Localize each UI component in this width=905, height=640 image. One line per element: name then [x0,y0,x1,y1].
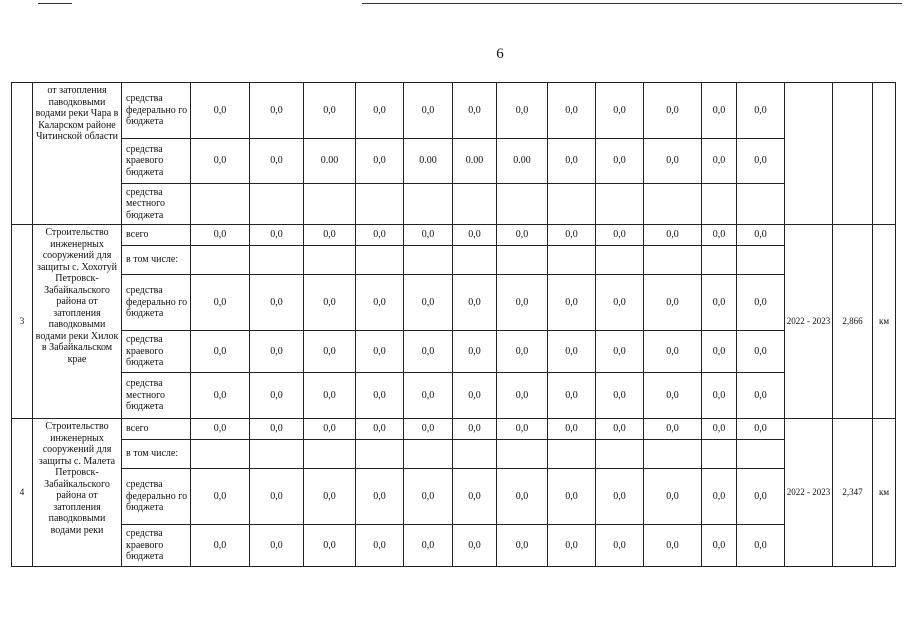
funding-source-label: всего [122,225,191,246]
value-cell: 0,0 [250,331,304,373]
value-cell: 0,0 [356,469,404,525]
value-cell: 0,0 [356,139,404,184]
value-cell: 0,0 [548,469,596,525]
value-cell: 0,0 [404,419,453,440]
value-cell [304,246,356,275]
funding-source-label: средства местного бюджета [122,373,191,419]
value-cell [250,246,304,275]
table-row [12,246,896,275]
value-cell [737,246,785,275]
top-rule-left [38,3,72,4]
value-cell: 0,0 [737,469,785,525]
value-cell: 0,0 [453,83,497,139]
value-cell: 0.00 [304,139,356,184]
value-cell: 0,0 [596,83,644,139]
value-cell: 0,0 [596,419,644,440]
value-cell: 0.00 [497,139,548,184]
value-cell: 0,0 [737,225,785,246]
capacity-value [833,83,873,225]
value-cell: 0,0 [453,469,497,525]
value-cell: 0,0 [596,225,644,246]
value-cell: 0,0 [356,373,404,419]
value-cell: 0.00 [404,139,453,184]
value-cell: 0,0 [548,139,596,184]
value-cell: 0,0 [548,373,596,419]
table-row [12,469,896,525]
value-cell: 0,0 [304,83,356,139]
value-cell [548,246,596,275]
value-cell: 0,0 [304,225,356,246]
value-cell: 0,0 [453,275,497,331]
table-row [12,83,896,139]
value-cell: 0,0 [497,419,548,440]
funding-source-label: средства краевого бюджета [122,525,191,567]
value-cell: 0,0 [404,525,453,567]
object-name: от затопления паводковыми водами реки Чара в Каларском районе Читинской области [33,83,122,225]
row-number [12,83,33,225]
value-cell [737,440,785,469]
value-cell: 0,0 [644,525,702,567]
value-cell: 0,0 [644,331,702,373]
value-cell [548,440,596,469]
value-cell: 0,0 [644,139,702,184]
value-cell [548,184,596,225]
value-cell: 0,0 [702,83,737,139]
value-cell: 0,0 [453,331,497,373]
value-cell [702,246,737,275]
value-cell: 0,0 [250,225,304,246]
value-cell [191,184,250,225]
value-cell: 0,0 [304,373,356,419]
value-cell [453,440,497,469]
implementation-period [785,83,833,225]
value-cell: 0,0 [702,419,737,440]
value-cell: 0,0 [737,331,785,373]
implementation-period: 2022 - 2023 [785,225,833,419]
value-cell [250,184,304,225]
value-cell: 0,0 [497,275,548,331]
value-cell: 0,0 [644,225,702,246]
value-cell: 0,0 [250,525,304,567]
value-cell: 0,0 [737,275,785,331]
value-cell: 0,0 [702,225,737,246]
value-cell: 0,0 [250,139,304,184]
value-cell: 0,0 [548,275,596,331]
value-cell: 0,0 [304,525,356,567]
value-cell: 0,0 [356,225,404,246]
value-cell [404,184,453,225]
value-cell: 0,0 [250,469,304,525]
unit-of-measure: км [873,225,896,419]
value-cell: 0,0 [404,331,453,373]
value-cell: 0,0 [191,469,250,525]
value-cell [453,184,497,225]
object-name: Строительство инженерных сооружений для защиты с. Малета Петровск-Забайкальского района от затопления паводковыми водами реки [33,419,122,567]
table-row [12,275,896,331]
capacity-value: 2,347 [833,419,873,567]
value-cell: 0,0 [191,525,250,567]
value-cell: 0,0 [453,525,497,567]
value-cell: 0,0 [702,275,737,331]
value-cell: 0,0 [644,275,702,331]
funding-source-label: всего [122,419,191,440]
value-cell: 0,0 [404,83,453,139]
funding-source-label: средства краевого бюджета [122,139,191,184]
value-cell: 0,0 [548,525,596,567]
funding-source-label: средства федерально го бюджета [122,275,191,331]
funding-source-label: средства местного бюджета [122,184,191,225]
value-cell [644,440,702,469]
value-cell: 0,0 [304,469,356,525]
value-cell [497,184,548,225]
value-cell [702,184,737,225]
value-cell: 0,0 [737,83,785,139]
value-cell: 0,0 [356,83,404,139]
table-row [12,184,896,225]
value-cell: 0,0 [702,139,737,184]
value-cell: 0,0 [250,83,304,139]
table-row [12,419,896,440]
implementation-period: 2022 - 2023 [785,419,833,567]
value-cell [404,246,453,275]
value-cell: 0,0 [250,419,304,440]
value-cell: 0,0 [548,83,596,139]
object-name: Строительство инженерных сооружений для защиты с. Хохотуй Петровск-Забайкальского района от затопления паводковыми водами реки Хилок в Забайкальском крае [33,225,122,419]
value-cell [356,246,404,275]
value-cell: 0,0 [304,419,356,440]
table-row [12,373,896,419]
value-cell: 0,0 [304,331,356,373]
value-cell [497,246,548,275]
budget-table [11,82,896,567]
value-cell: 0,0 [356,419,404,440]
value-cell: 0,0 [596,331,644,373]
value-cell: 0,0 [497,469,548,525]
top-rule-right [362,3,902,4]
funding-source-label: средства федерально го бюджета [122,469,191,525]
table-row [12,139,896,184]
value-cell [596,184,644,225]
table-row [12,525,896,567]
value-cell: 0,0 [191,275,250,331]
value-cell: 0,0 [304,275,356,331]
value-cell [250,440,304,469]
value-cell: 0,0 [596,139,644,184]
value-cell: 0,0 [191,419,250,440]
value-cell: 0,0 [250,373,304,419]
value-cell: 0,0 [596,275,644,331]
value-cell [596,246,644,275]
value-cell [453,246,497,275]
value-cell: 0,0 [644,83,702,139]
value-cell: 0,0 [702,469,737,525]
value-cell [737,184,785,225]
value-cell: 0,0 [453,373,497,419]
value-cell: 0,0 [497,83,548,139]
value-cell: 0,0 [737,419,785,440]
value-cell: 0,0 [191,83,250,139]
table-row [12,331,896,373]
value-cell: 0,0 [191,225,250,246]
value-cell: 0,0 [356,525,404,567]
value-cell: 0,0 [644,419,702,440]
value-cell: 0,0 [548,331,596,373]
value-cell: 0,0 [737,373,785,419]
value-cell [404,440,453,469]
value-cell: 0,0 [596,525,644,567]
row-number: 4 [12,419,33,567]
value-cell [497,440,548,469]
value-cell: 0,0 [453,419,497,440]
value-cell [304,440,356,469]
value-cell: 0,0 [596,373,644,419]
value-cell [191,246,250,275]
value-cell: 0,0 [191,331,250,373]
value-cell: 0,0 [356,275,404,331]
value-cell [644,184,702,225]
value-cell: 0,0 [250,275,304,331]
value-cell [702,440,737,469]
value-cell: 0,0 [702,525,737,567]
value-cell: 0,0 [644,373,702,419]
value-cell: 0,0 [548,419,596,440]
unit-of-measure: км [873,419,896,567]
funding-source-label: в том числе: [122,440,191,469]
table-row [12,440,896,469]
value-cell [356,440,404,469]
value-cell: 0.00 [453,139,497,184]
value-cell: 0,0 [356,331,404,373]
value-cell: 0,0 [497,373,548,419]
funding-source-label: средства федерально го бюджета [122,83,191,139]
value-cell: 0,0 [453,225,497,246]
unit-of-measure [873,83,896,225]
value-cell: 0,0 [191,139,250,184]
table-row [12,225,896,246]
value-cell: 0,0 [644,469,702,525]
capacity-value: 2,866 [833,225,873,419]
value-cell: 0,0 [191,373,250,419]
value-cell: 0,0 [497,331,548,373]
value-cell: 0,0 [404,275,453,331]
value-cell: 0,0 [404,225,453,246]
value-cell: 0,0 [737,139,785,184]
value-cell: 0,0 [497,525,548,567]
value-cell [191,440,250,469]
value-cell: 0,0 [404,469,453,525]
page-number: 6 [496,46,504,62]
funding-source-label: средства краевого бюджета [122,331,191,373]
value-cell: 0,0 [596,469,644,525]
value-cell [356,184,404,225]
row-number: 3 [12,225,33,419]
value-cell: 0,0 [702,373,737,419]
value-cell: 0,0 [548,225,596,246]
value-cell: 0,0 [497,225,548,246]
value-cell [304,184,356,225]
value-cell: 0,0 [737,525,785,567]
value-cell [644,246,702,275]
value-cell: 0,0 [404,373,453,419]
value-cell [596,440,644,469]
funding-source-label: в том числе: [122,246,191,275]
value-cell: 0,0 [702,331,737,373]
